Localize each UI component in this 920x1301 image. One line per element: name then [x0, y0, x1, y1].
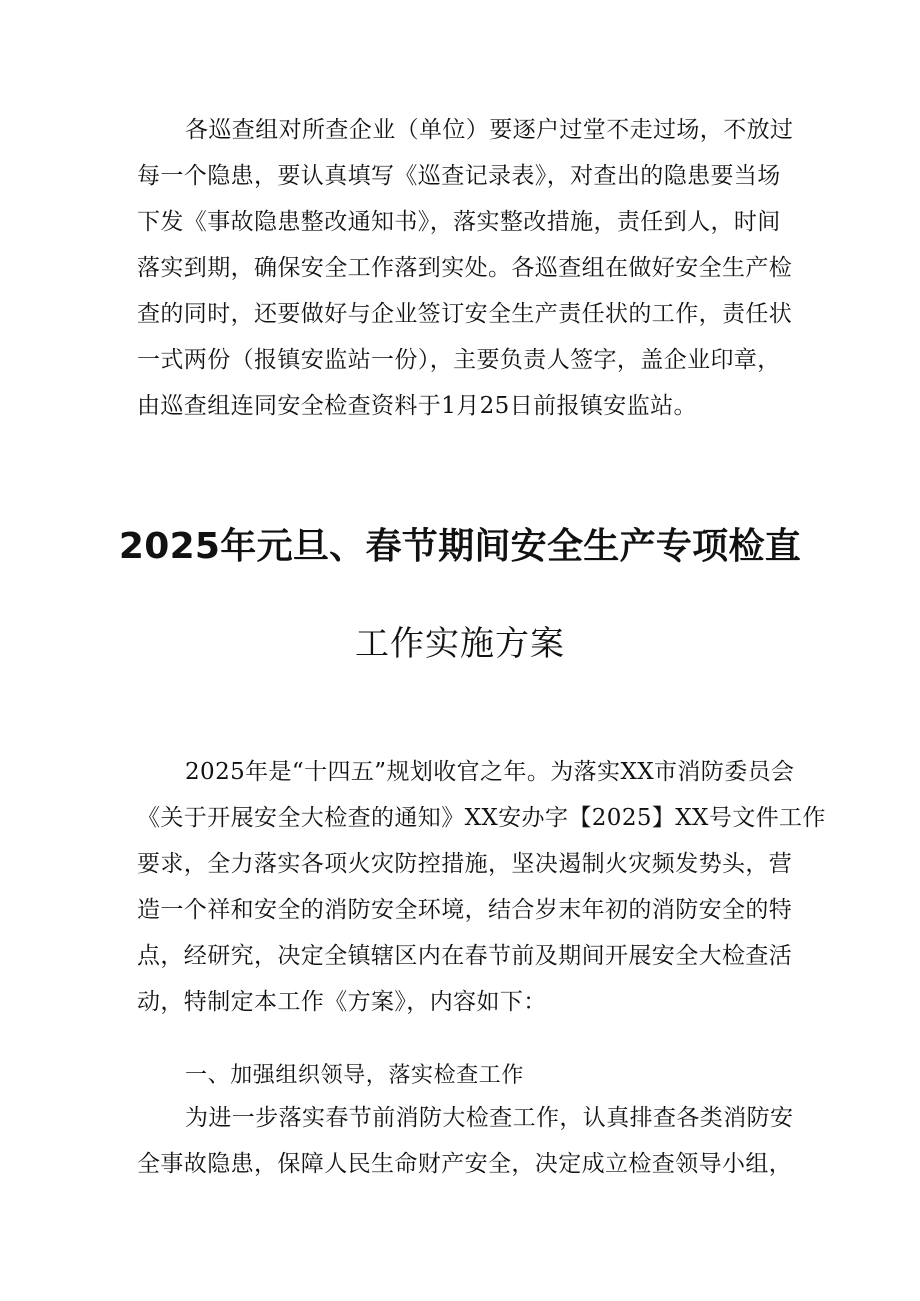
paragraph-line: 造一个祥和安全的消防安全环境，结合岁末年初的消防安全的特 [137, 897, 793, 923]
paragraph-line: 要求，全力落实各项火灾防控措施，坚决遏制火灾频发势头，营 [137, 851, 793, 877]
paragraph-line: 全事故隐患，保障人民生命财产安全，决定成立检查领导小组， [137, 1151, 793, 1177]
paragraph-line: 各巡查组对所查企业（单位）要逐户过堂不走过场，不放过 [185, 117, 794, 143]
paragraph-line: 点，经研究，决定全镇辖区内在春节前及期间开展安全大检查活 [137, 943, 793, 969]
paragraph-line: 动，特制定本工作《方案》，内容如下： [137, 989, 547, 1015]
paragraph-line: 《关于开展安全大检查的通知》XX安办字【2025】XX号文件工作 [137, 805, 826, 831]
document-title-line-1: 2025年元旦、春节期间安全生产专项检直 [118, 526, 802, 567]
paragraph-line: 查的同时，还要做好与企业签订安全生产责任状的工作，责任状 [137, 301, 793, 327]
paragraph-line: 每一个隐患，要认真填写《巡查记录表》，对查出的隐患要当场 [137, 163, 781, 189]
paragraph-line: 落实到期，确保安全工作落到实处。各巡查组在做好安全生产检 [137, 255, 793, 281]
section-heading-text: 一、加强组织领导，落实检查工作 [185, 1063, 525, 1088]
paragraph-inspection-requirements [137, 107, 794, 429]
section-heading-1 [137, 1053, 789, 1099]
paragraph-line: 一式两份（报镇安监站一份），主要负责人签字，盖企业印章， [137, 347, 781, 373]
paragraph-line: 2025年是“十四五”规划收官之年。为落实XX市消防委员会 [185, 759, 795, 785]
paragraph-leadership-group [137, 1095, 794, 1187]
paragraph-introduction [137, 749, 826, 1025]
document-title-line-2: 工作实施方案 [355, 624, 565, 664]
paragraph-line: 下发《事故隐患整改通知书》，落实整改措施，责任到人，时间 [137, 209, 781, 235]
paragraph-line: 由巡查组连同安全检查资料于1月25日前报镇安监站。 [137, 393, 697, 419]
paragraph-line: 为进一步落实春节前消防大检查工作，认真排查各类消防安 [185, 1105, 794, 1131]
